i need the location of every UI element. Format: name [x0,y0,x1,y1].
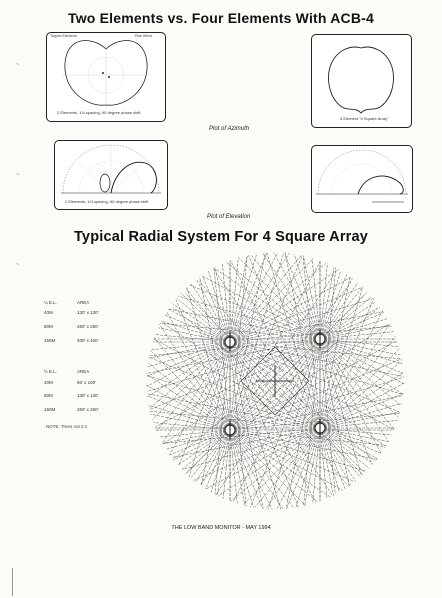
radial-title: Typical Radial System For 4 Square Array [73,229,369,245]
radial-wire [230,430,343,490]
radial-wire [277,428,320,509]
radial-wire [320,428,327,499]
radial-wire [320,428,334,496]
radial-wire [148,363,230,430]
radial-wire [214,268,320,339]
plot-top-left-label: Tapped Elements [50,34,78,38]
azimuth-2-element-plot [46,32,166,122]
margin-mark: ~ [16,172,20,178]
margin-mark: ~ [16,262,20,268]
radial-wire [230,430,263,509]
radial-wire [267,253,320,428]
radial-wire [250,339,320,507]
radial-wire [147,342,230,376]
azimuth-caption: Plot of Azimuth [209,126,250,132]
radial-wire [248,255,320,428]
radial-wire [286,428,320,509]
elevation-pattern [312,146,412,212]
radial-wire [320,361,402,428]
radial-wire [230,342,394,430]
radial-wire [320,428,370,469]
radial-wire [223,430,230,499]
radial-wire [162,430,230,444]
radial-wire [274,253,320,339]
radial-wire [320,307,380,339]
radial-wire [320,428,351,485]
radial-wire [148,396,230,430]
radial-wire [320,332,394,339]
plot-top-right-label: Plan Wired [135,34,153,38]
footer: THE LOW BAND MONITOR - MAY 1994 [171,525,271,531]
radial-wire [191,430,230,478]
plot-caption: 2 Elements, 1/4 spacing, 90 degree phase shift [65,199,149,204]
radial-wire [155,335,230,342]
radial-wire [230,287,363,342]
scan-edge-line [12,568,13,596]
radial-wire [320,428,377,459]
radial-wire [230,260,320,428]
radial-wire [320,313,384,339]
elevation-4-square-plot [311,145,413,213]
radial-wire [230,252,267,342]
radial-wire [284,253,320,339]
radial-wire [193,428,320,480]
radial-wire [230,430,294,508]
radial-wire [230,359,402,430]
main-title: Two Elements vs. Four Elements With ACB-4 [67,10,374,26]
radial-wire [159,430,230,437]
azimuth-4-square-plot [311,34,412,128]
radial-wire [320,283,358,340]
radial-wire [320,292,367,339]
radial-wire [320,339,394,429]
radial-wire [230,428,320,502]
elevation-2-element-plot [54,140,168,210]
radial-wire [230,255,301,342]
radial-wire [186,289,230,342]
margin-mark: ~ [16,62,20,68]
radial-wire [320,339,399,418]
plot-caption: 4 Element "4 Square Array" [340,116,389,121]
plot-caption: 2 Elements, 1/4 spacing, 90 degree phase shift [57,110,141,115]
radial-wire [320,339,401,406]
radial-system-diagram [144,247,406,515]
radial-wire [230,263,326,342]
radial-wire [197,279,231,342]
radial-wire [230,430,318,502]
radial-wire [230,342,349,487]
radial-wire [214,268,230,430]
radial-wire [202,276,230,343]
radial-wire [320,297,372,340]
radial-wire [320,428,392,435]
radial-wire [320,349,399,428]
radial-wire [230,257,238,342]
cardioid-pattern [47,33,165,121]
elevation-caption: Plot of Elevation [207,214,251,220]
table-note: NOTE: Trees not 2:1 [46,424,88,429]
radial-wire [320,274,347,339]
radial-wire [159,324,230,430]
four-square-pattern [312,35,411,127]
radial-wire [230,253,284,430]
radial-wire [149,357,320,428]
